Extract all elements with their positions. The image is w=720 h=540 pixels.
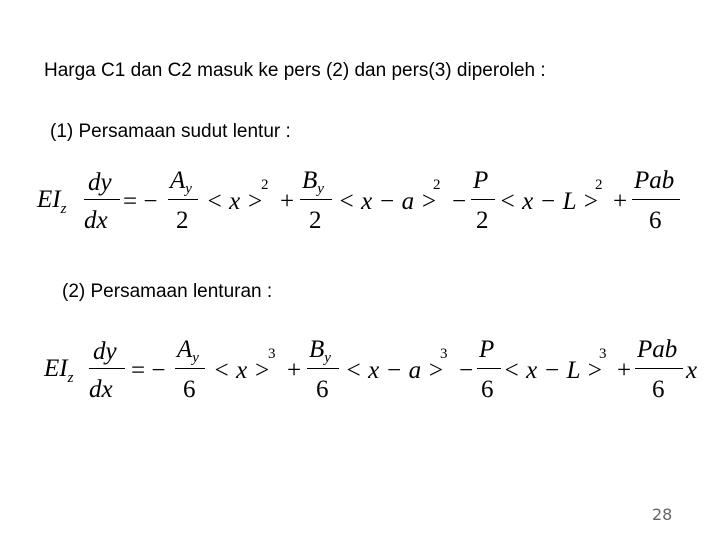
eq2-term1-denominator: 6: [183, 376, 196, 403]
eq2-term1-subscript: y: [192, 350, 199, 366]
eq2-term3-numerator: P: [479, 336, 495, 363]
equation-2: [0, 334, 720, 409]
eq1-term1-bar: [168, 199, 198, 200]
eq2-minus-2: −: [459, 357, 474, 384]
eq2-term4-bar: [635, 368, 683, 369]
eq2-lhs: $EI_z$: [44, 355, 74, 386]
section-1-heading: (1) Persamaan sudut lentur :: [50, 121, 291, 142]
eq1-term4-numerator: Pab: [634, 167, 675, 194]
eq1-term2-subscript: y: [317, 181, 324, 197]
eq2-term1-numerator: $A_y$: [177, 336, 199, 366]
eq2-term2-numerator: $B_y$: [309, 336, 331, 366]
eq1-term2-numerator: $B_y$: [302, 167, 324, 197]
eq2-lhs-subscript: z: [67, 370, 74, 386]
eq1-term1-exponent: 2: [261, 177, 269, 193]
eq1-plus-1: +: [280, 188, 295, 215]
equation-1: [0, 165, 720, 240]
eq2-term1-exponent: 3: [268, 346, 276, 362]
eq2-term3-bar: [477, 368, 501, 369]
eq2-term3-bracket: < x − L >: [503, 357, 604, 384]
eq2-derivative-bar: [89, 368, 125, 369]
eq1-term1-numerator: $A_y$: [170, 167, 192, 197]
eq1-term4-bar: [632, 199, 680, 200]
eq2-term3-denominator: 6: [481, 376, 494, 403]
eq1-term2-exponent: 2: [433, 177, 441, 193]
eq1-derivative-bar: [84, 199, 120, 200]
eq2-term2-exponent: 3: [440, 346, 448, 362]
eq2-derivative-denominator: dx: [89, 376, 113, 403]
eq1-term1-subscript: y: [185, 181, 192, 197]
eq1-term4-denominator: 6: [649, 207, 662, 234]
eq1-term3-exponent: 2: [595, 177, 603, 193]
eq1-lhs-subscript: z: [60, 201, 67, 217]
eq1-derivative-denominator: dx: [84, 207, 108, 234]
eq2-term1-bar: [175, 368, 205, 369]
page-number: 28: [652, 505, 673, 524]
eq2-tail-x: x: [686, 357, 698, 384]
eq2-equals-minus: = −: [131, 357, 166, 384]
eq1-term1-bracket: < x >: [206, 188, 264, 215]
eq2-term4-denominator: 6: [652, 376, 665, 403]
eq2-derivative-numerator: dy: [93, 338, 117, 365]
eq1-term2-bracket: < x − a >: [338, 188, 438, 215]
eq2-term2-bracket: < x − a >: [345, 357, 445, 384]
intro-text: Harga C1 dan C2 masuk ke pers (2) dan pers(3) diperoleh :: [44, 60, 546, 81]
section-2-heading: (2) Persamaan lenturan :: [62, 281, 273, 302]
eq1-term3-bar: [471, 199, 495, 200]
eq2-term2-denominator: 6: [316, 376, 329, 403]
eq2-term2-subscript: y: [324, 350, 331, 366]
eq2-plus-1: +: [287, 357, 302, 384]
eq2-term1-bracket: < x >: [213, 357, 271, 384]
eq2-term2-bar: [307, 368, 339, 369]
eq2-term3-exponent: 3: [599, 346, 607, 362]
eq1-term3-numerator: P: [473, 167, 489, 194]
eq1-term1-denominator: 2: [176, 207, 189, 234]
eq1-term3-denominator: 2: [476, 207, 489, 234]
eq1-term3-bracket: < x − L >: [499, 188, 600, 215]
eq2-term4-numerator: Pab: [637, 336, 678, 363]
eq1-derivative-numerator: dy: [88, 169, 112, 196]
eq1-lhs: $EI_z$: [37, 186, 67, 217]
eq1-term2-bar: [300, 199, 332, 200]
eq1-plus-3: +: [613, 188, 628, 215]
eq2-plus-3: +: [617, 357, 632, 384]
eq1-equals-minus: = −: [123, 188, 158, 215]
eq1-term2-denominator: 2: [309, 207, 322, 234]
eq1-minus-2: −: [452, 188, 467, 215]
